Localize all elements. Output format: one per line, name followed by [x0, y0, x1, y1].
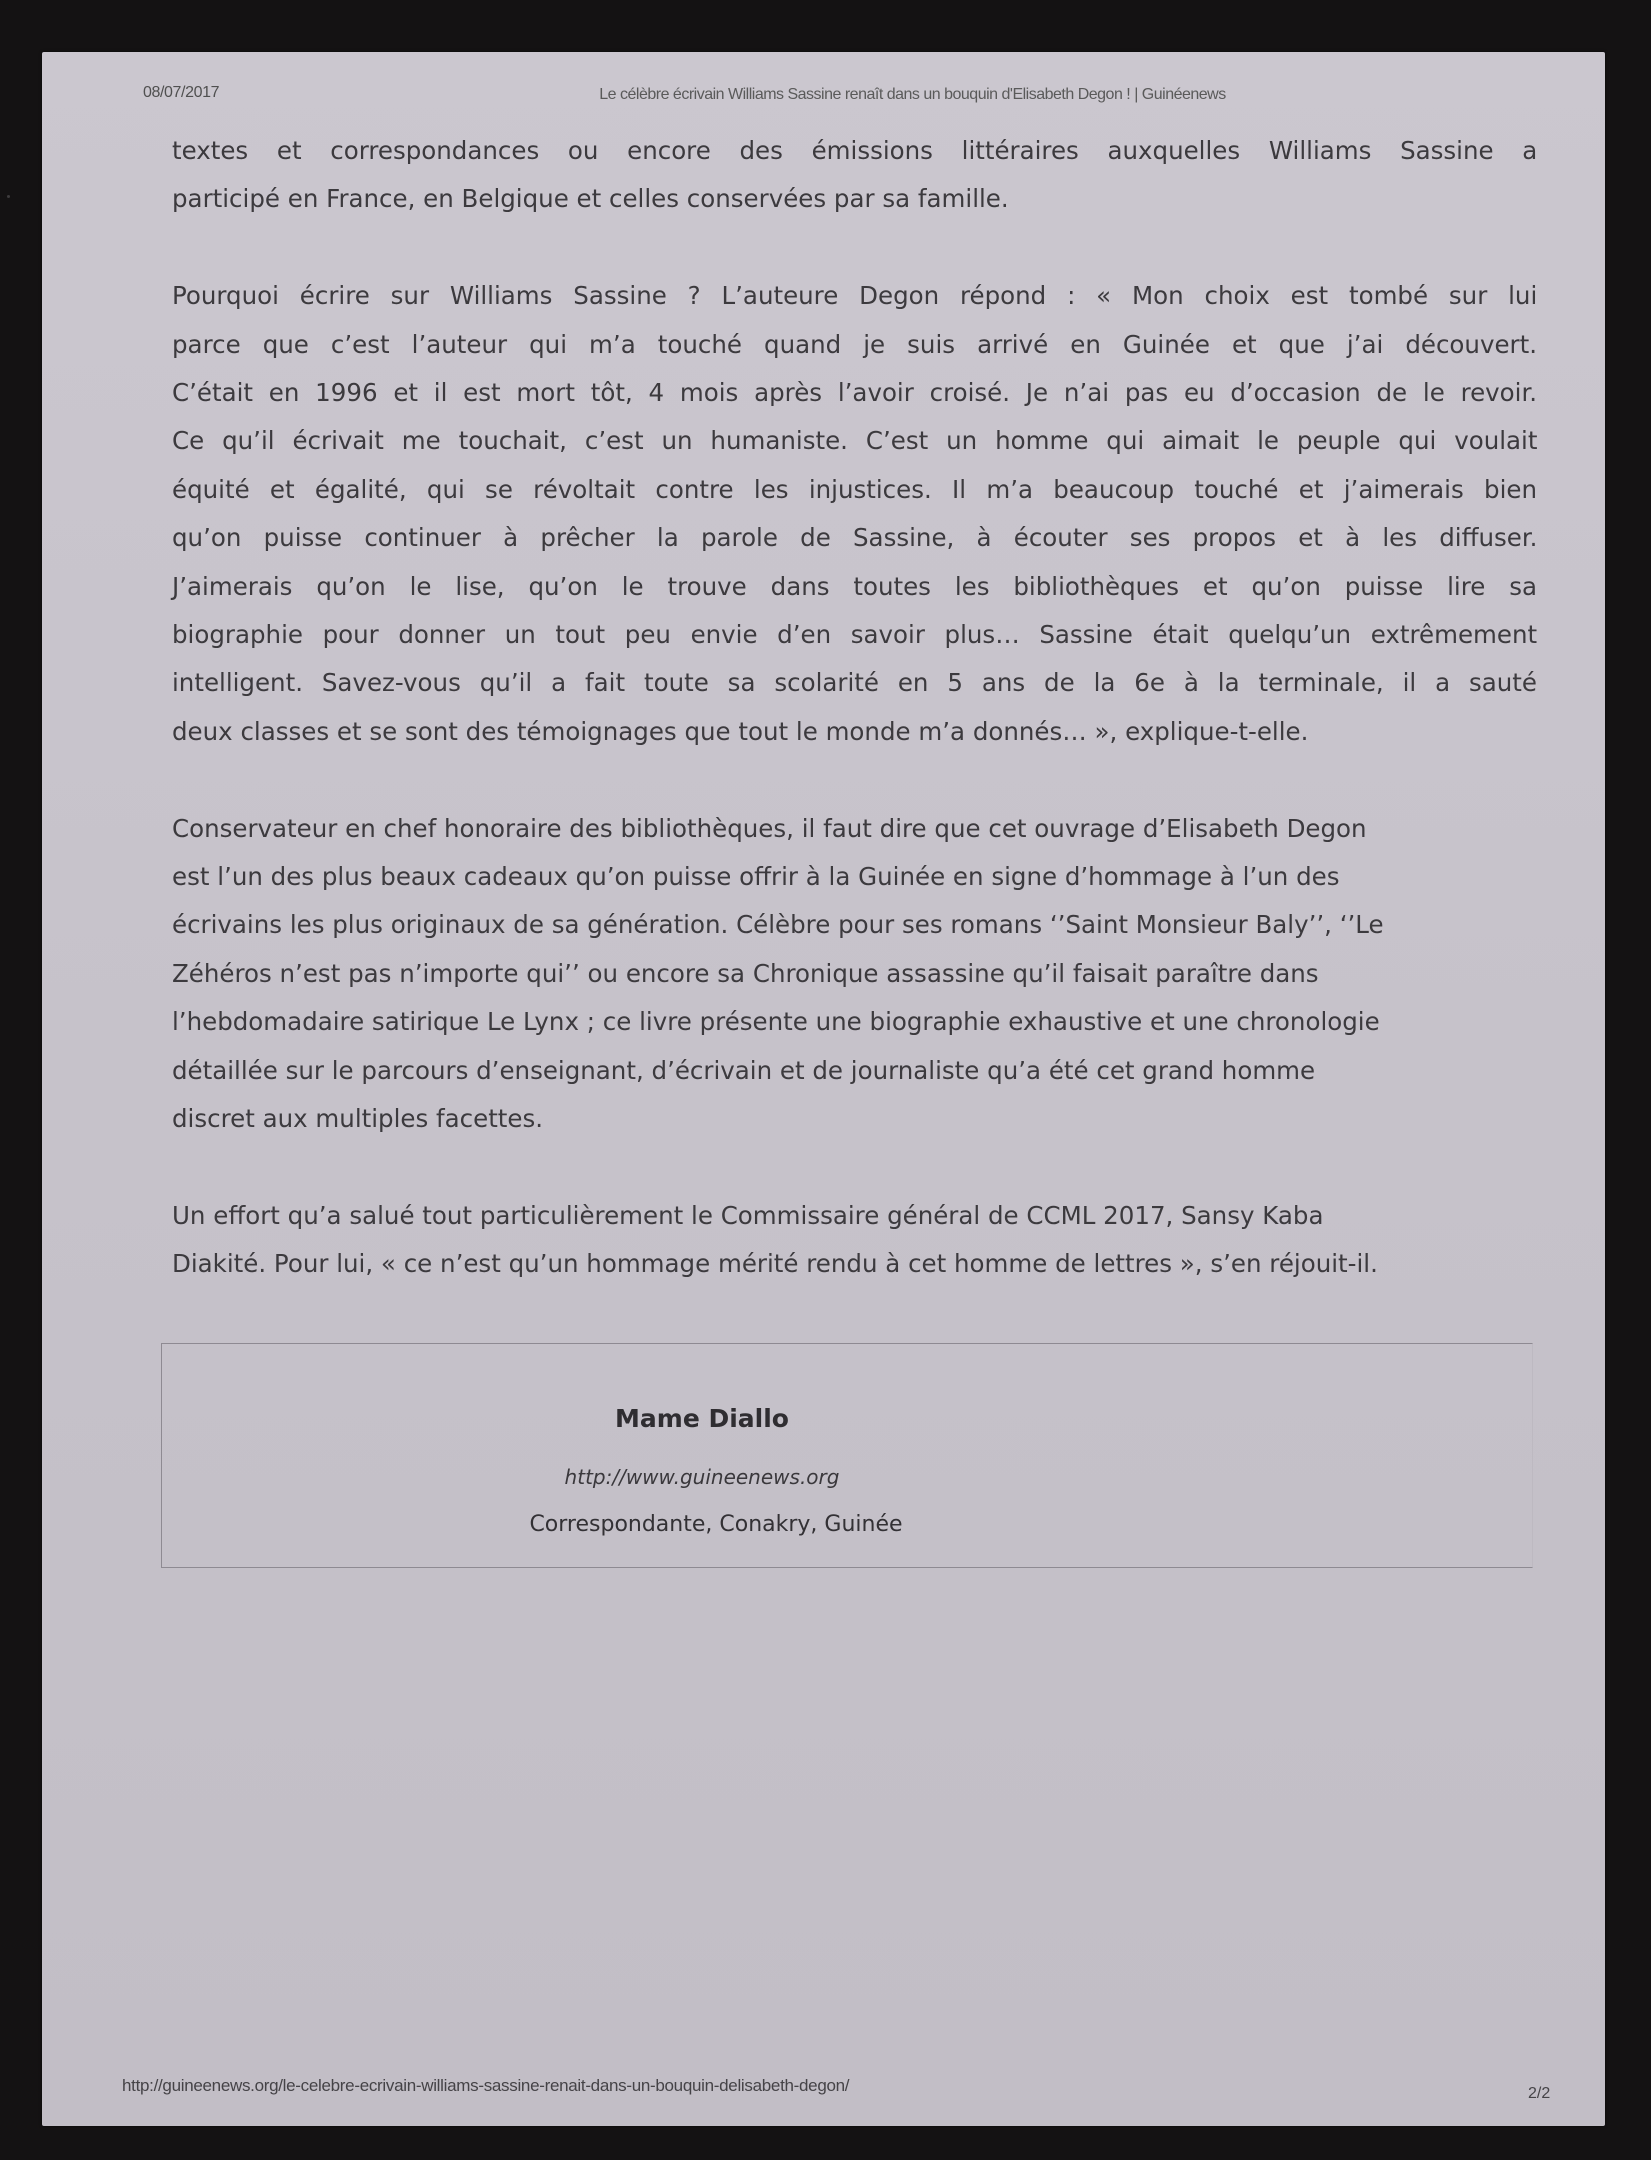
author-role: Correspondante, Conakry, Guinée [529, 1512, 903, 1537]
text-line: Conservateur en chef honoraire des bibliothèques, il faut dire que cet ouvrage d’Elisabeth Degon [172, 813, 1367, 843]
author-name: Mame Diallo [615, 1404, 789, 1433]
text-line: écrivains les plus originaux de sa génération. Célèbre pour ses romans ‘’Saint Monsieur Baly’’, ‘’Le [172, 910, 1384, 940]
paragraph [172, 805, 1522, 1144]
paragraph [172, 127, 1537, 224]
text-line: Pourquoi écrire sur Williams Sassine ? L’auteure Degon répond : « Mon choix est tombé sur lui [172, 281, 1538, 311]
text-line: détaillée sur le parcours d’enseignant, d’écrivain et de journaliste qu’a été cet grand homme [172, 1055, 1316, 1085]
author-website-link[interactable]: http://www.guineenews.org [564, 1465, 840, 1489]
text-line: Un effort qu’a salué tout particulièrement le Commissaire général de CCML 2017, Sansy Kaba [172, 1200, 1324, 1230]
text-line: Zéhéros n’est pas n’importe qui’’ ou encore sa Chronique assassine qu’il faisait paraître dans [172, 958, 1319, 988]
paragraph [172, 1192, 1537, 1289]
text-line: intelligent. Savez-vous qu’il a fait toute sa scolarité en 5 ans de la 6e à la terminale, il a sauté [172, 668, 1537, 698]
text-line: parce que c’est l’auteur qui m’a touché quand je suis arrivé en Guinée et que j’ai découvert. [172, 329, 1537, 359]
author-box [161, 1343, 1533, 1568]
page-number: 2/2 [1528, 2085, 1551, 2102]
text-line: deux classes et se sont des témoignages que tout le monde m’a donnés… », explique-t-elle. [172, 716, 1309, 746]
text-line: C’était en 1996 et il est mort tôt, 4 mois après l’avoir croisé. Je n’ai pas eu d’occasion de le revoir. [172, 378, 1538, 408]
text-line: Ce qu’il écrivait me touchait, c’est un humaniste. C’est un homme qui aimait le peuple qui voulait [172, 426, 1538, 456]
print-page-title: Le célèbre écrivain Williams Sassine renaît dans un bouquin d'Elisabeth Degon ! | Guinéenews [599, 86, 1226, 103]
text-line: textes et correspondances ou encore des émissions littéraires auxquelles Williams Sassine a [172, 136, 1538, 165]
background-speck [7, 195, 10, 198]
article-body [172, 127, 1537, 1289]
text-line: biographie pour donner un tout peu envie d’en savoir plus… Sassine était quelqu’un extrêmement [172, 620, 1538, 650]
text-line: est l’un des plus beaux cadeaux qu’on puisse offrir à la Guinée en signe d’hommage à l’un des [172, 862, 1340, 892]
text-line: J’aimerais qu’on le lise, qu’on le trouve dans toutes les bibliothèques et qu’on puisse lire sa [172, 571, 1537, 601]
paragraph [172, 272, 1537, 756]
text-line: équité et égalité, qui se révoltait contre les injustices. Il m’a beaucoup touché et j’aimerais bien [172, 474, 1537, 504]
text-line: participé en France, en Belgique et celles conservées par sa famille. [172, 184, 1009, 214]
text-line: discret aux multiples facettes. [172, 1104, 544, 1134]
text-line: Diakité. Pour lui, « ce n’est qu’un hommage mérité rendu à cet homme de lettres », s’en réjouit-il. [172, 1249, 1378, 1279]
print-source-url: http://guineenews.org/le-celebre-ecrivain-williams-sassine-renait-dans-un-bouquin-delisabeth-degon/ [122, 2076, 850, 2095]
text-line: qu’on puisse continuer à prêcher la parole de Sassine, à écouter ses propos et à les diffuser. [172, 523, 1538, 553]
text-line: l’hebdomadaire satirique Le Lynx ; ce livre présente une biographie exhaustive et une chronologie [172, 1007, 1380, 1037]
print-date: 08/07/2017 [143, 84, 220, 101]
